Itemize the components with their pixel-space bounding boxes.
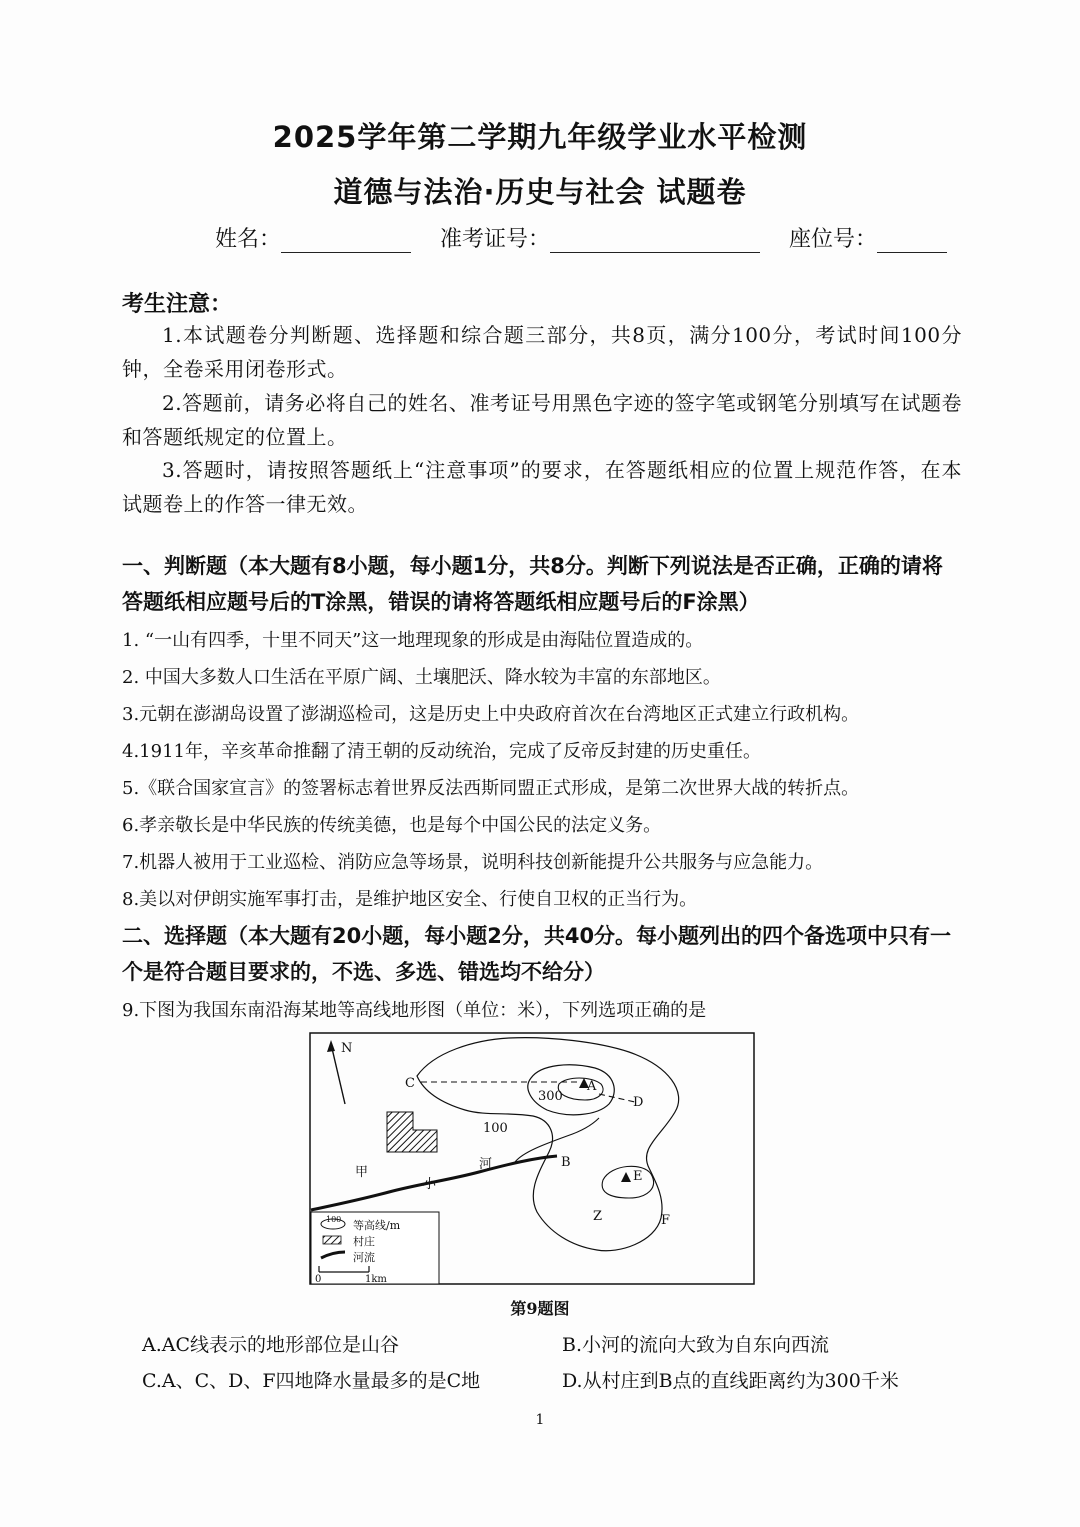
exam-title: 2025学年第二学期九年级学业水平检测 [272,120,808,154]
exam-id-blank[interactable] [550,230,760,253]
legend-river-label: 河流 [353,1251,375,1264]
label-b: B [561,1155,571,1170]
label-f: F [661,1213,671,1228]
north-label: N [341,1041,353,1056]
question-9: 9.下图为我国东南沿海某地等高线地形图（单位：米），下列选项正确的是 [122,1000,707,1021]
contour-valley [515,1118,599,1162]
question-8: 8.美以对伊朗实施军事打击，是维护地区安全、行使自卫权的正当行为。 [122,889,698,910]
question-6: 6.孝亲敬长是中华民族的传统美德，也是每个中国公民的法定义务。 [122,815,662,836]
question-5: 5.《联合国家宣言》的签署标志着世界反法西斯同盟正式形成，是第二次世界大战的转折点。 [122,778,860,799]
notice-title: 考生注意： [122,292,233,317]
section2-heading: 二、选择题（本大题有20小题，每小题2分，共40分。每小题列出的四个备选项中只有一个是符合题目要求的，不选、多选、错选均不给分） [122,924,952,984]
section1-heading: 一、判断题（本大题有8小题，每小题1分，共8分。判断下列说法是否正确，正确的请将答题纸相应题号后的T涂黑，错误的请将答题纸相应题号后的F涂黑） [122,554,943,614]
village-icon [387,1112,437,1152]
legend-village-label: 村庄 [353,1235,375,1248]
option-c: C.A、C、D、F四地降水量最多的是C地 [142,1370,481,1392]
label-300: 300 [538,1089,563,1104]
label-z: Z [593,1209,603,1224]
label-jia: 甲 [355,1165,369,1180]
figure-caption: 第9题图 [510,1299,570,1318]
question-4: 4.1911年，辛亥革命推翻了清王朝的反动统治，完成了反帝反封建的历史重任。 [122,741,761,762]
label-d: D [633,1095,644,1110]
question-3: 3.元朝在澎湖岛设置了澎湖巡检司，这是历史上中央政府首次在台湾地区正式建立行政机构。 [122,704,860,725]
seat-label: 座位号： [789,227,878,252]
question-1: 1. “一山有四季，十里不同天”这一地理现象的形成是由海陆位置造成的。 [122,630,704,651]
map-legend [311,1212,439,1285]
option-b: B.小河的流向大致为自东向西流 [562,1334,830,1356]
label-e: E [633,1169,643,1184]
scale-km: 1km [365,1274,387,1285]
peak-e-icon [621,1172,631,1182]
legend-village-icon [323,1236,341,1244]
contour-outer [417,1038,679,1251]
option-a: A.AC线表示的地形部位是山谷 [142,1334,400,1356]
exam-subtitle: 道德与法治·历史与社会 试题卷 [333,175,747,209]
legend-contour-value: 100 [326,1215,342,1224]
label-xiao: 小 [423,1177,437,1192]
label-c: C [405,1076,415,1091]
label-he: 河 [479,1157,493,1172]
question-2: 2. 中国大多数人口生活在平原广阔、土壤肥沃、降水较为丰富的东部地区。 [122,667,721,688]
question-7: 7.机器人被用于工业巡检、消防应急等场景，说明科技创新能提升公共服务与应急能力。 [122,852,824,873]
label-a: A [587,1079,597,1094]
contour-e-hill [602,1166,653,1198]
candidate-info-row [215,222,947,253]
contour-map-figure [309,1032,755,1285]
legend-contour-label: 等高线/m [353,1219,401,1232]
page-number: 1 [535,1412,545,1428]
notice-item-3: 3.答题时，请按照答题纸上“注意事项”的要求，在答题纸相应的位置上规范作答，在本试题卷上的作答一律无效。 [122,458,962,516]
exam-id-label: 准考证号： [440,227,551,252]
name-blank[interactable] [281,230,411,253]
notice-item-2: 2.答题前，请务必将自己的姓名、准考证号用黑色字迹的签字笔或钢笔分别填写在试题卷和答题纸规定的位置上。 [122,391,962,449]
scale-zero: 0 [315,1274,322,1285]
name-label: 姓名： [215,227,282,252]
label-100: 100 [483,1121,508,1136]
notice-item-1: 1.本试题卷分判断题、选择题和综合题三部分，共8页，满分100分，考试时间100分钟，全卷采用闭卷形式。 [122,323,962,381]
line-ad [599,1094,635,1102]
option-d: D.从村庄到B点的直线距离约为300千米 [562,1370,899,1392]
seat-blank[interactable] [877,230,947,253]
